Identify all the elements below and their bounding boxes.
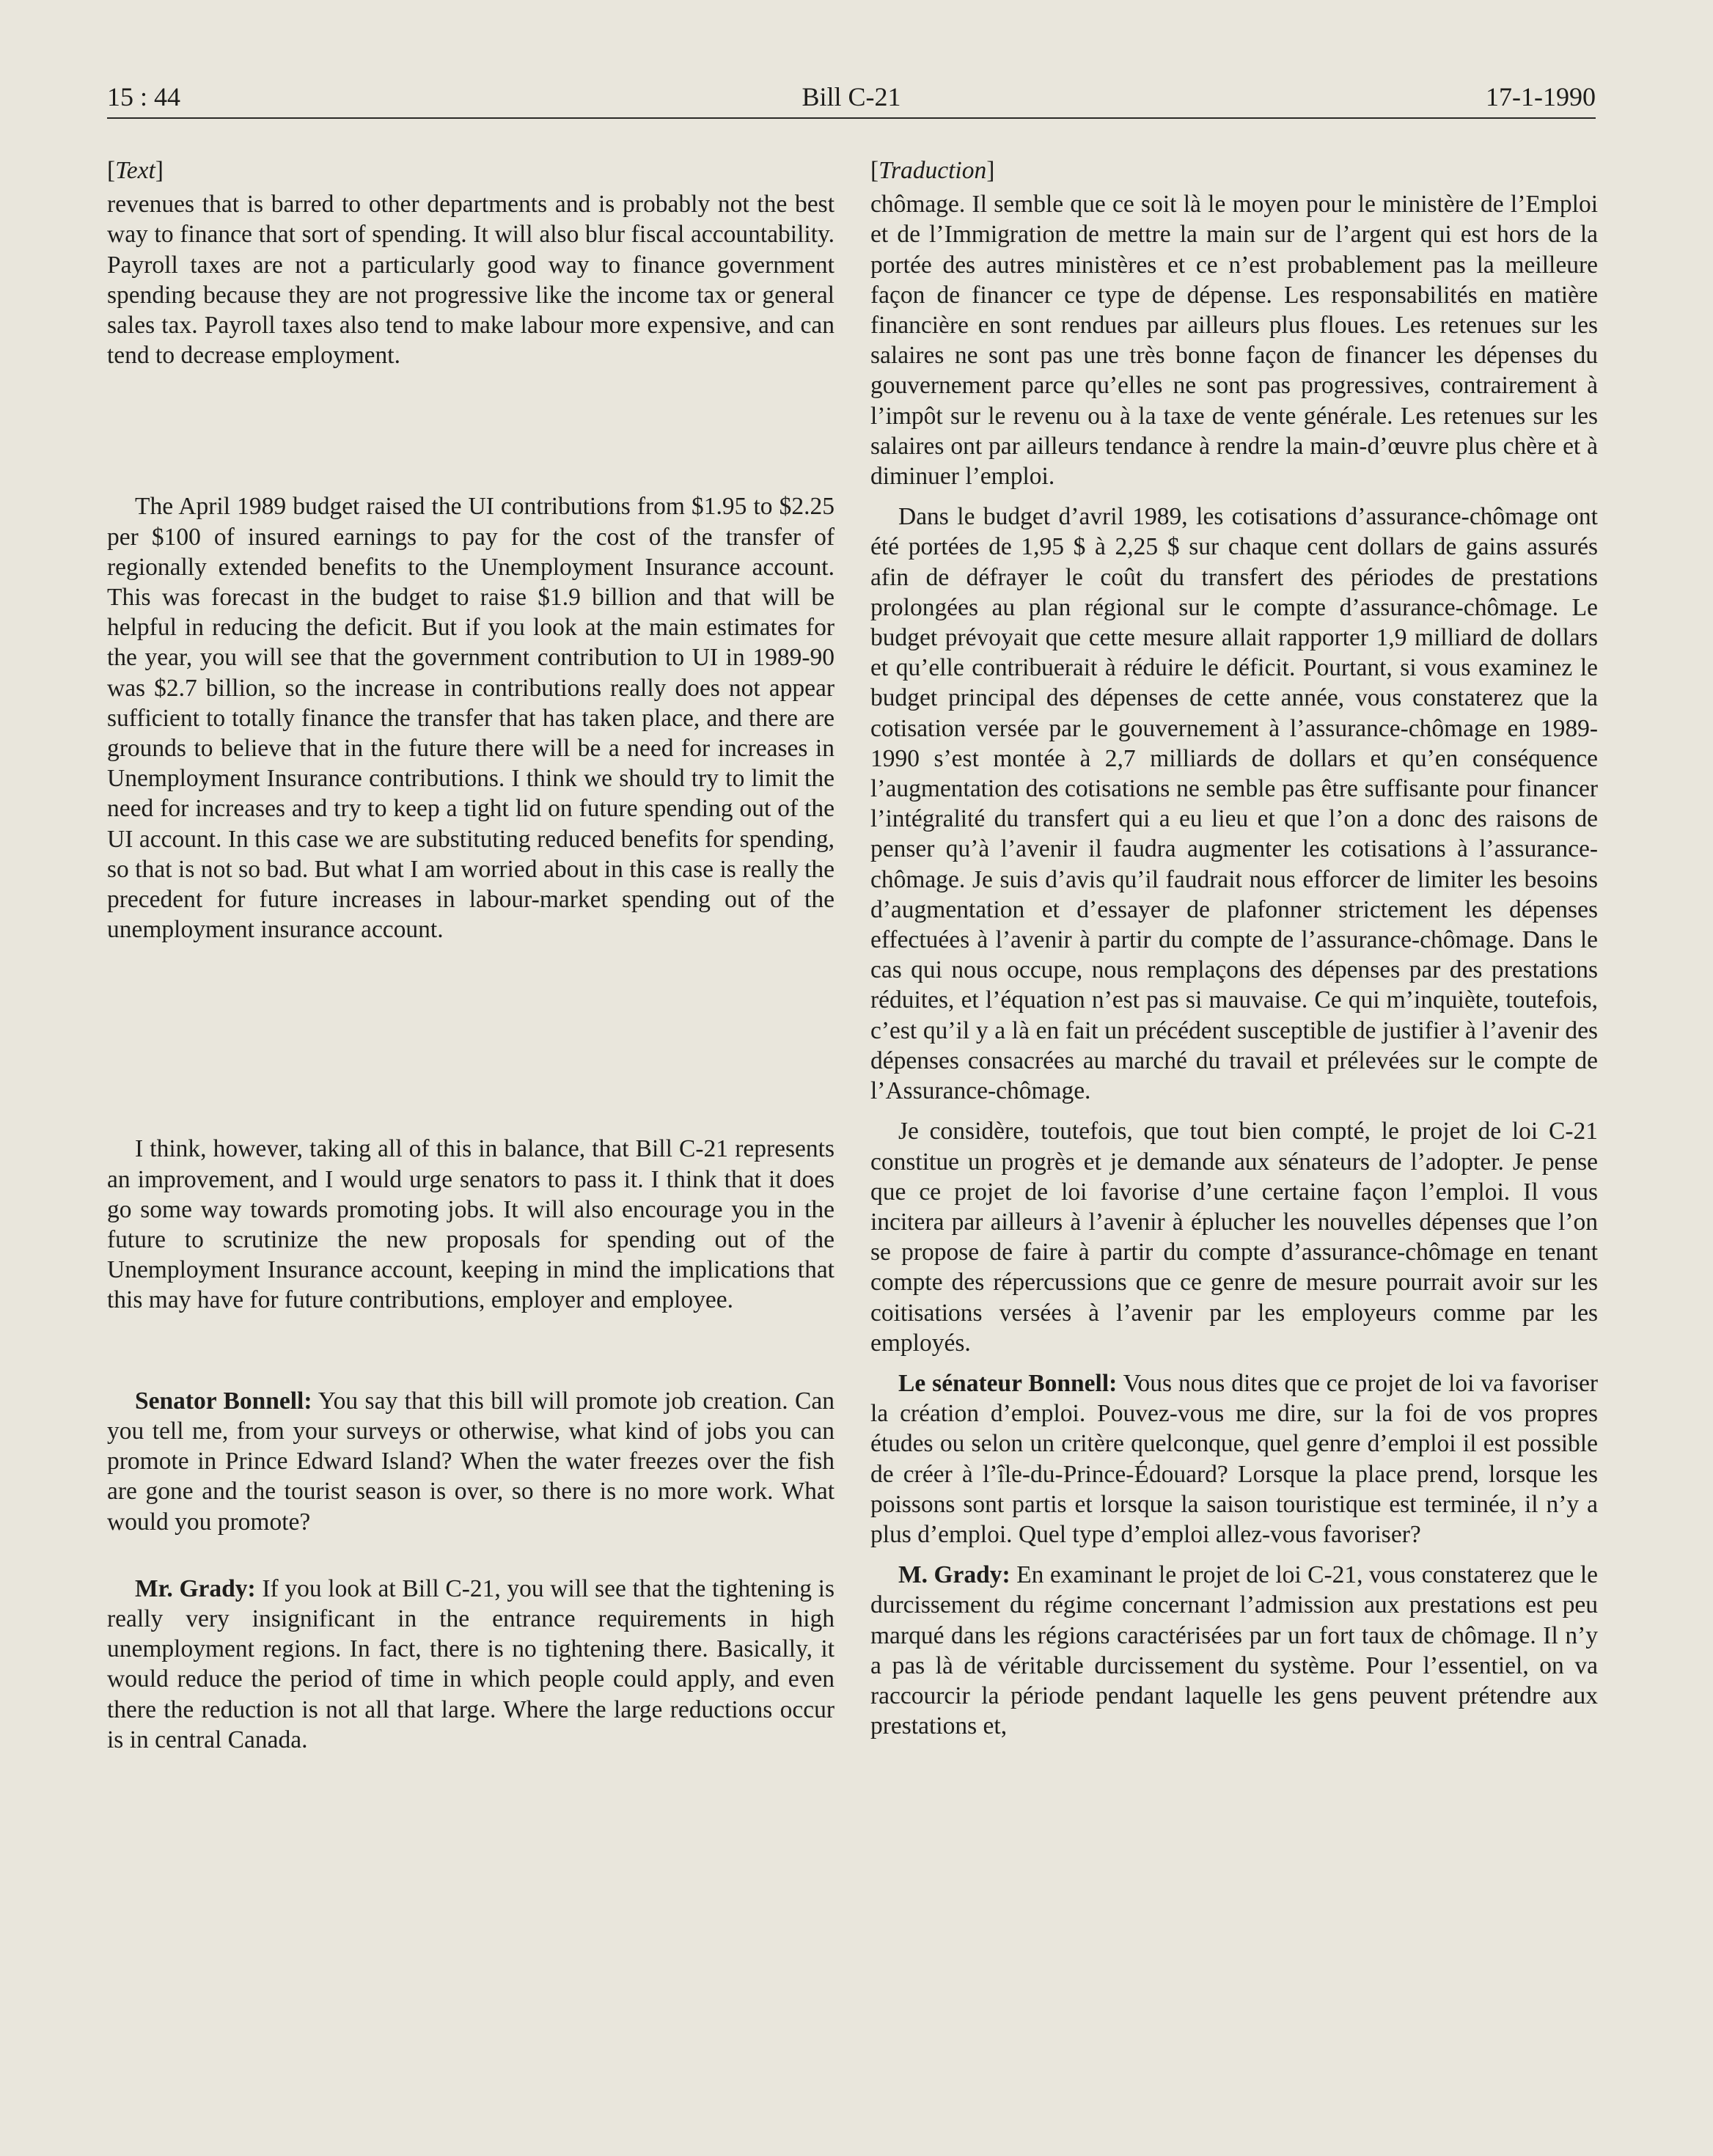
- french-paragraph-1: chômage. Il semble que ce soit là le moyen pour le ministère de l’Emploi et de l’Immigration de mettre la main sur de l’argent qui est hors de la portée des autres ministères et ce n’est probablement pas la meilleure façon de financer ce type de dépense. Les responsabilités en matière financière en sont rendues par ailleurs plus floues. Les retenues sur les salaires ne sont pas une très bonne façon de financer les dépenses du gouvernement parce qu’elles ne sont pas progressives, contrairement à l’impôt sur le revenu ou à la taxe de vente générale. Les retenues sur les salaires ont par ailleurs tendance à rendre la main-d’œuvre plus chère et à diminuer l’emploi.: [870, 191, 1598, 491]
- speaker-text: You say that this bill will promote job creation. Can you tell me, from your surveys or otherwise, what kind of jobs you can promote in Prince Edward Island? When the water freezes over the fish are gone and the tourist season is over, so there is no more work. What would you promote?: [107, 1387, 835, 1536]
- english-speaker-turn: [107, 1386, 835, 1537]
- french-column: [870, 155, 1598, 1741]
- english-speaker-turn: [107, 1574, 835, 1755]
- speaker-text: If you look at Bill C-21, you will see that the tightening is really very insignificant in the entrance requirements in high unemployment regions. In fact, there is no tightening there. Basically, it would reduce the period of time in which people could apply, and even there the reduction is not all that large. Where the large reductions occur is in central Canada.: [107, 1574, 835, 1753]
- speaker-name: M. Grady:: [898, 1561, 1010, 1589]
- speaker-name: Mr. Grady:: [135, 1574, 256, 1602]
- english-tag: [Text]: [107, 157, 164, 184]
- speaker-text: En examinant le projet de loi C-21, vous constaterez que le durcissement du régime concernant l’admission aux prestations est peu marqué dans les régions caractérisées par un fort taux de chômage. Il n’y a pas là de véritable durcissement du système. Pour l’essentiel, on va raccourcir la période pendant laquelle les gens peuvent prétendre aux prestations et,: [870, 1561, 1598, 1740]
- french-speaker-turn: [870, 1560, 1598, 1741]
- page-header: [107, 79, 1596, 119]
- english-paragraph-1: revenues that is barred to other departments and is probably not the best way to finance that sort of spending. It will also blur fiscal accountability. Payroll taxes are not a particularly good way to finance government spending because they are not progressive like the income tax or general sales tax. Payroll taxes also tend to make labour more expensive, and can tend to decrease employment.: [107, 191, 835, 370]
- session-date: 17-1-1990: [1486, 82, 1596, 111]
- english-paragraph-3: I think, however, taking all of this in balance, that Bill C-21 represents an improvement, and I would urge senators to pass it. I think that it does go some way towards promoting jobs. It will also encourage you in the future to scrutinize the new proposals for spending out of the Unemployment Insurance account, keeping in mind the implications that this may have for future contributions, employer and employee.: [107, 1135, 835, 1314]
- english-paragraph-2: The April 1989 budget raised the UI contributions from $1.95 to $2.25 per $100 of insured earnings to pay for the cost of the transfer of regionally extended benefits to the Unemployment Insurance account. This was forecast in the budget to raise $1.9 billion and that will be helpful in reducing the deficit. But if you look at the main estimates for the year, you will see that the government contribution to UI in 1989-90 was $2.7 billion, so the increase in contributions really does not appear sufficient to totally finance the transfer that has taken place, and there are grounds to believe that in the future there will be a need for increases in Unemployment Insurance contributions. I think we should try to limit the need for increases and try to keep a tight lid on future spending out of the UI account. In this case we are substituting reduced benefits for spending, so that is not so bad. But what I am worried about in this case is really the precedent for future increases in labour-market spending out of the unemployment insurance account.: [107, 493, 835, 944]
- french-paragraph-2: Dans le budget d’avril 1989, les cotisations d’assurance-chômage ont été portées de 1,95 $ à 2,25 $ sur chaque cent dollars de gains assurés afin de défrayer le coût du transfert des périodes de prestations prolongées au plan régional sur le compte d’assurance-chômage. Le budget prévoyait que cette mesure allait rapporter 1,9 milliard de dollars et qu’elle contribuerait à réduire le déficit. Pourtant, si vous examinez le budget principal des dépenses de cette année, vous constaterez que la cotisation versée par le gouvernement à l’assurance-chômage en 1989-1990 s’est montée à 2,7 milliards de dollars et qu’en conséquence l’augmentation des cotisations ne semble pas être suffisante pour financer l’intégralité du transfert qui a eu lieu et que l’on a donc des raisons de penser qu’à l’avenir il faudra augmenter les cotisations à l’assurance-chômage. Je suis d’avis qu’il faudrait nous efforcer de limiter les besoins d’augmentation et d’essayer de plafonner strictement les dépenses effectuées à l’avenir à partir du compte de l’assurance-chômage. Dans le cas qui nous occupe, nous remplaçons des dépenses par des prestations réduites, et l’équation n’est pas si mauvaise. Ce qui m’inquiète, toutefois, c’est qu’il y a là en fait un précédent susceptible de justifier à l’avenir des dépenses consacrées au marché du travail et prélevées sur le compte de l’Assurance-chômage.: [870, 503, 1598, 1105]
- page-number: 15 : 44: [107, 82, 181, 111]
- bill-title: Bill C-21: [802, 82, 901, 111]
- speaker-name: Le sénateur Bonnell:: [898, 1369, 1118, 1397]
- speaker-text: Vous nous dites que ce projet de loi va favoriser la création d’emploi. Pouvez-vous me dire, sur la foi de vos propres études ou selon un critère quelconque, quel genre d’emploi il est possible de créer à l’île-du-Prince-Édouard? Lorsque la place prend, lorsque les poissons sont partis et lorsque la saison touristique est terminée, il n’y a plus d’emploi. Quel type d’emploi allez-vous favoriser?: [870, 1369, 1598, 1548]
- english-column: [107, 155, 835, 1755]
- french-paragraph-3: Je considère, toutefois, que tout bien compté, le projet de loi C-21 constitue un progrès et je demande aux sénateurs de l’adopter. Je pense que ce projet de loi favorise d’une certaine façon l’emploi. Il vous incitera par ailleurs à l’avenir à éplucher les nouvelles dépenses que l’on se propose de faire à partir du compte d’assurance-chômage en tenant compte des répercussions que ce genre de mesure pourrait avoir sur les coitisations versées à l’avenir par les employeurs comme par les employés.: [870, 1118, 1598, 1357]
- french-tag: [Traduction]: [870, 157, 995, 184]
- french-speaker-turn: [870, 1368, 1598, 1550]
- speaker-name: Senator Bonnell:: [135, 1387, 312, 1415]
